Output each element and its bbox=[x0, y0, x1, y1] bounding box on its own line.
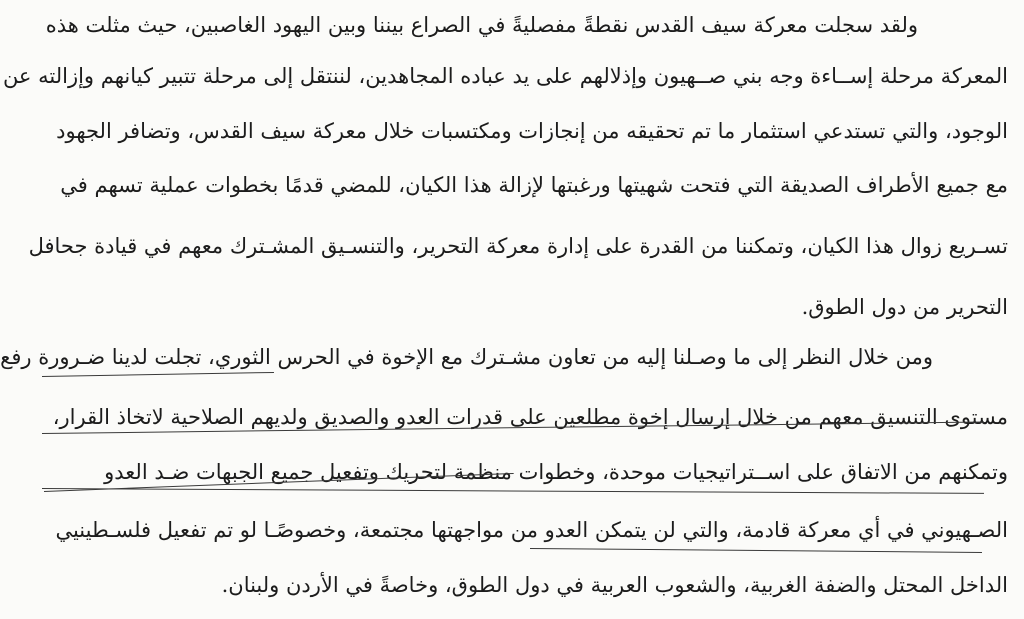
text-line: الصـهيوني في أي معركة قادمة، والتي لن يتمكن العدو من مواجهتها مجتمعة، وخصوصًـا لو تم تفعيل فلسـطينيي bbox=[55, 518, 1008, 542]
handwritten-underline bbox=[42, 372, 274, 377]
text-line: الداخل المحتل والضفة الغربية، والشعوب العربية في دول الطوق، وخاصةً في الأردن ولبنان. bbox=[221, 573, 1008, 597]
handwritten-underline bbox=[42, 488, 984, 494]
text-line: ومن خلال النظر إلى ما وصـلنا إليه من تعاون مشـترك مع الإخوة في الحرس الثوري، تجلت لدينا ضـرورة رفع bbox=[0, 345, 933, 369]
text-line: المعركة مرحلة إســاءة وجه بني صــهيون وإذلالهم على يد عباده المجاهدين، لننتقل إلى مرحلة تتبير كيانهم وإزالته عن bbox=[2, 64, 1008, 88]
text-line: وتمكنهم من الاتفاق على اســتراتيجيات موحدة، وخطوات منظمة لتحريك وتفعيل جميع الجبهات ضـد العدو bbox=[104, 460, 1008, 484]
text-line: مستوى التنسيق معهم من خلال إرسال إخوة مطلعين على قدرات العدو والصديق ولديهم الصلاحية لاتخاذ القرار، bbox=[52, 405, 1008, 429]
text-line: مع جميع الأطراف الصديقة التي فتحت شهيتها ورغبتها لإزالة هذا الكيان، للمضي قدمًا بخطوات عملية تسهم في bbox=[60, 173, 1008, 197]
text-line: تسـريع زوال هذا الكيان، وتمكننا من القدرة على إدارة معركة التحرير، والتنسـيق المشـترك معهم في قيادة جحافل bbox=[28, 234, 1008, 258]
text-line: الوجود، والتي تستدعي استثمار ما تم تحقيقه من إنجازات ومكتسبات خلال معركة سيف القدس، وتضافر الجهود bbox=[56, 119, 1008, 143]
handwritten-underline bbox=[530, 548, 982, 553]
text-line: التحرير من دول الطوق. bbox=[801, 295, 1008, 319]
text-line: ولقد سجلت معركة سيف القدس نقطةً مفصليةً في الصراع بيننا وبين اليهود الغاصبين، حيث مثلت هذه bbox=[45, 13, 918, 37]
